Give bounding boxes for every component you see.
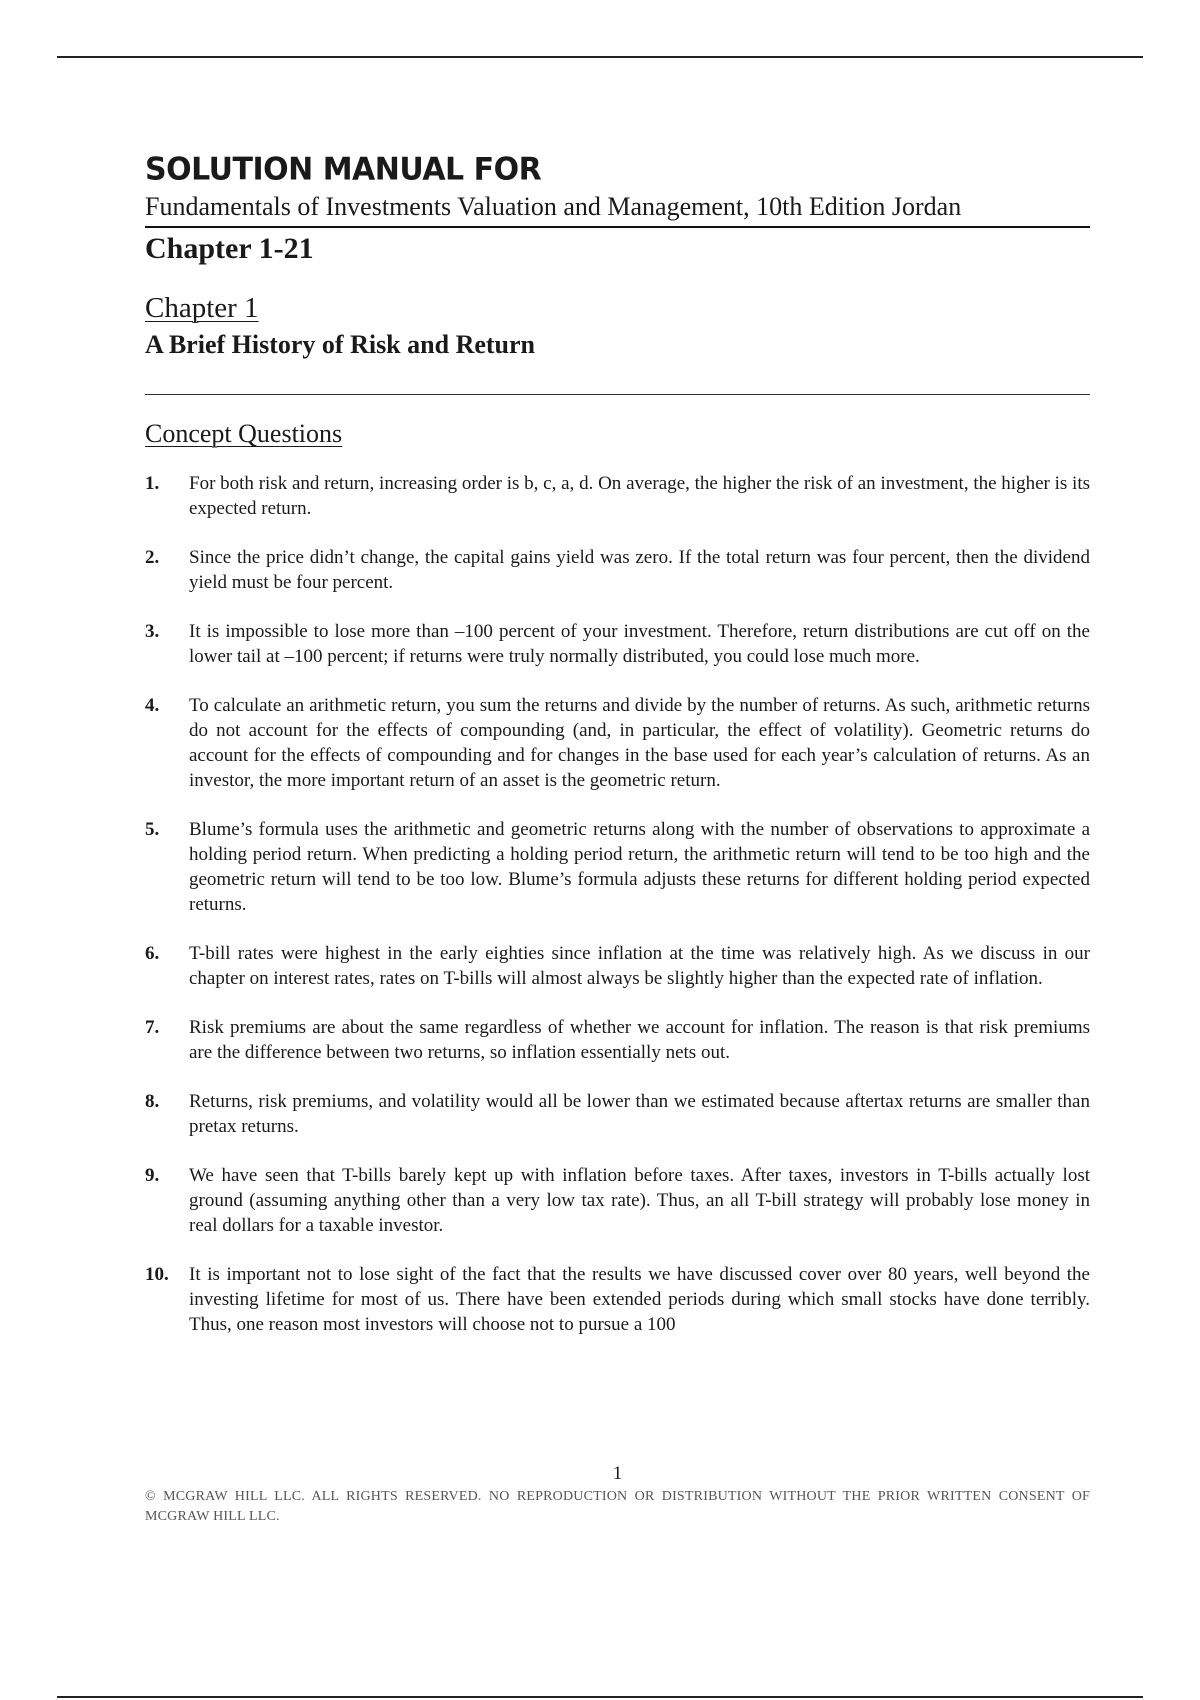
bottom-page-rule: [57, 1696, 1143, 1698]
question-number: 8.: [145, 1091, 160, 1112]
copyright-notice: © MCGRAW HILL LLC. ALL RIGHTS RESERVED. NO REPRODUCTION OR DISTRIBUTION WITHOUT THE PRIOR WRITTEN CONSENT OF MCGRAW HILL LLC.: [145, 1489, 1090, 1524]
book-title: Fundamentals of Investments Valuation and Management, 10th Edition Jordan: [145, 190, 1090, 228]
answer-text: We have seen that T-bills barely kept up with inflation before taxes. After taxes, investors in T-bills actually lost ground (assuming anything other than a very low tax rate). Thus, an all T-bill strategy will probably lose money in real dollars for a taxable investor.: [189, 1165, 1090, 1236]
list-item: [145, 1089, 1090, 1139]
brand-title: SOLUTION MANUAL FOR: [145, 151, 542, 188]
question-number: 1.: [145, 473, 160, 494]
chapter-number: Chapter 1: [145, 292, 259, 324]
question-number: 6.: [145, 943, 160, 964]
answer-text: To calculate an arithmetic return, you sum the returns and divide by the number of returns. As such, arithmetic returns do not account for the effects of compounding (and, in particular, the effect of volatility). Geometric returns do account for the effects of compounding and for changes in the base used for each year’s calculation of returns. As an investor, the more important return of an asset is the geometric return.: [189, 695, 1090, 791]
concept-questions-list: [145, 471, 1090, 1337]
list-item: [145, 545, 1090, 595]
question-number: 7.: [145, 1017, 160, 1038]
answer-text: It is important not to lose sight of the fact that the results we have discussed cover over 80 years, well beyond the investing lifetime for most of us. There have been extended periods during which small stocks have done terribly. Thus, one reason most investors will choose not to pursue a 100: [189, 1264, 1090, 1335]
question-number: 10.: [145, 1264, 169, 1285]
answer-text: Returns, risk premiums, and volatility would all be lower than we estimated because aftertax returns are smaller than pretax returns.: [189, 1091, 1090, 1137]
list-item: [145, 619, 1090, 669]
page-number: 1: [612, 1463, 623, 1484]
chapter-title: A Brief History of Risk and Return: [145, 330, 535, 359]
list-item: [145, 471, 1090, 521]
list-item: [145, 941, 1090, 991]
list-item: [145, 1262, 1090, 1337]
answer-text: Blume’s formula uses the arithmetic and geometric returns along with the number of observations to approximate a holding period return. When predicting a holding period return, the arithmetic return will tend to be too high and the geometric return will tend to be too low. Blume’s formula adjusts these returns for different holding period expected returns.: [189, 819, 1090, 915]
answer-text: Since the price didn’t change, the capital gains yield was zero. If the total return was four percent, then the dividend yield must be four percent.: [189, 547, 1090, 593]
list-item: [145, 1163, 1090, 1238]
chapter-range: Chapter 1-21: [145, 232, 314, 265]
question-number: 9.: [145, 1165, 160, 1186]
document-body: [145, 150, 1090, 1361]
section-divider: [145, 394, 1090, 395]
question-number: 4.: [145, 695, 160, 716]
section-heading: Concept Questions: [145, 419, 343, 448]
answer-text: Risk premiums are about the same regardless of whether we account for inflation. The reason is that risk premiums are the difference between two returns, so inflation essentially nets out.: [189, 1017, 1090, 1063]
question-number: 2.: [145, 547, 160, 568]
answer-text: T-bill rates were highest in the early eighties since inflation at the time was relatively high. As we discuss in our chapter on interest rates, rates on T-bills will almost always be slightly higher than the expected rate of inflation.: [189, 943, 1090, 989]
list-item: [145, 1015, 1090, 1065]
list-item: [145, 817, 1090, 917]
top-page-rule: [57, 56, 1143, 58]
answer-text: For both risk and return, increasing order is b, c, a, d. On average, the higher the risk of an investment, the higher is its expected return.: [189, 473, 1090, 519]
answer-text: It is impossible to lose more than –100 percent of your investment. Therefore, return distributions are cut off on the lower tail at –100 percent; if returns were truly normally distributed, you could lose much more.: [189, 621, 1090, 667]
question-number: 5.: [145, 819, 160, 840]
list-item: [145, 693, 1090, 793]
question-number: 3.: [145, 621, 160, 642]
